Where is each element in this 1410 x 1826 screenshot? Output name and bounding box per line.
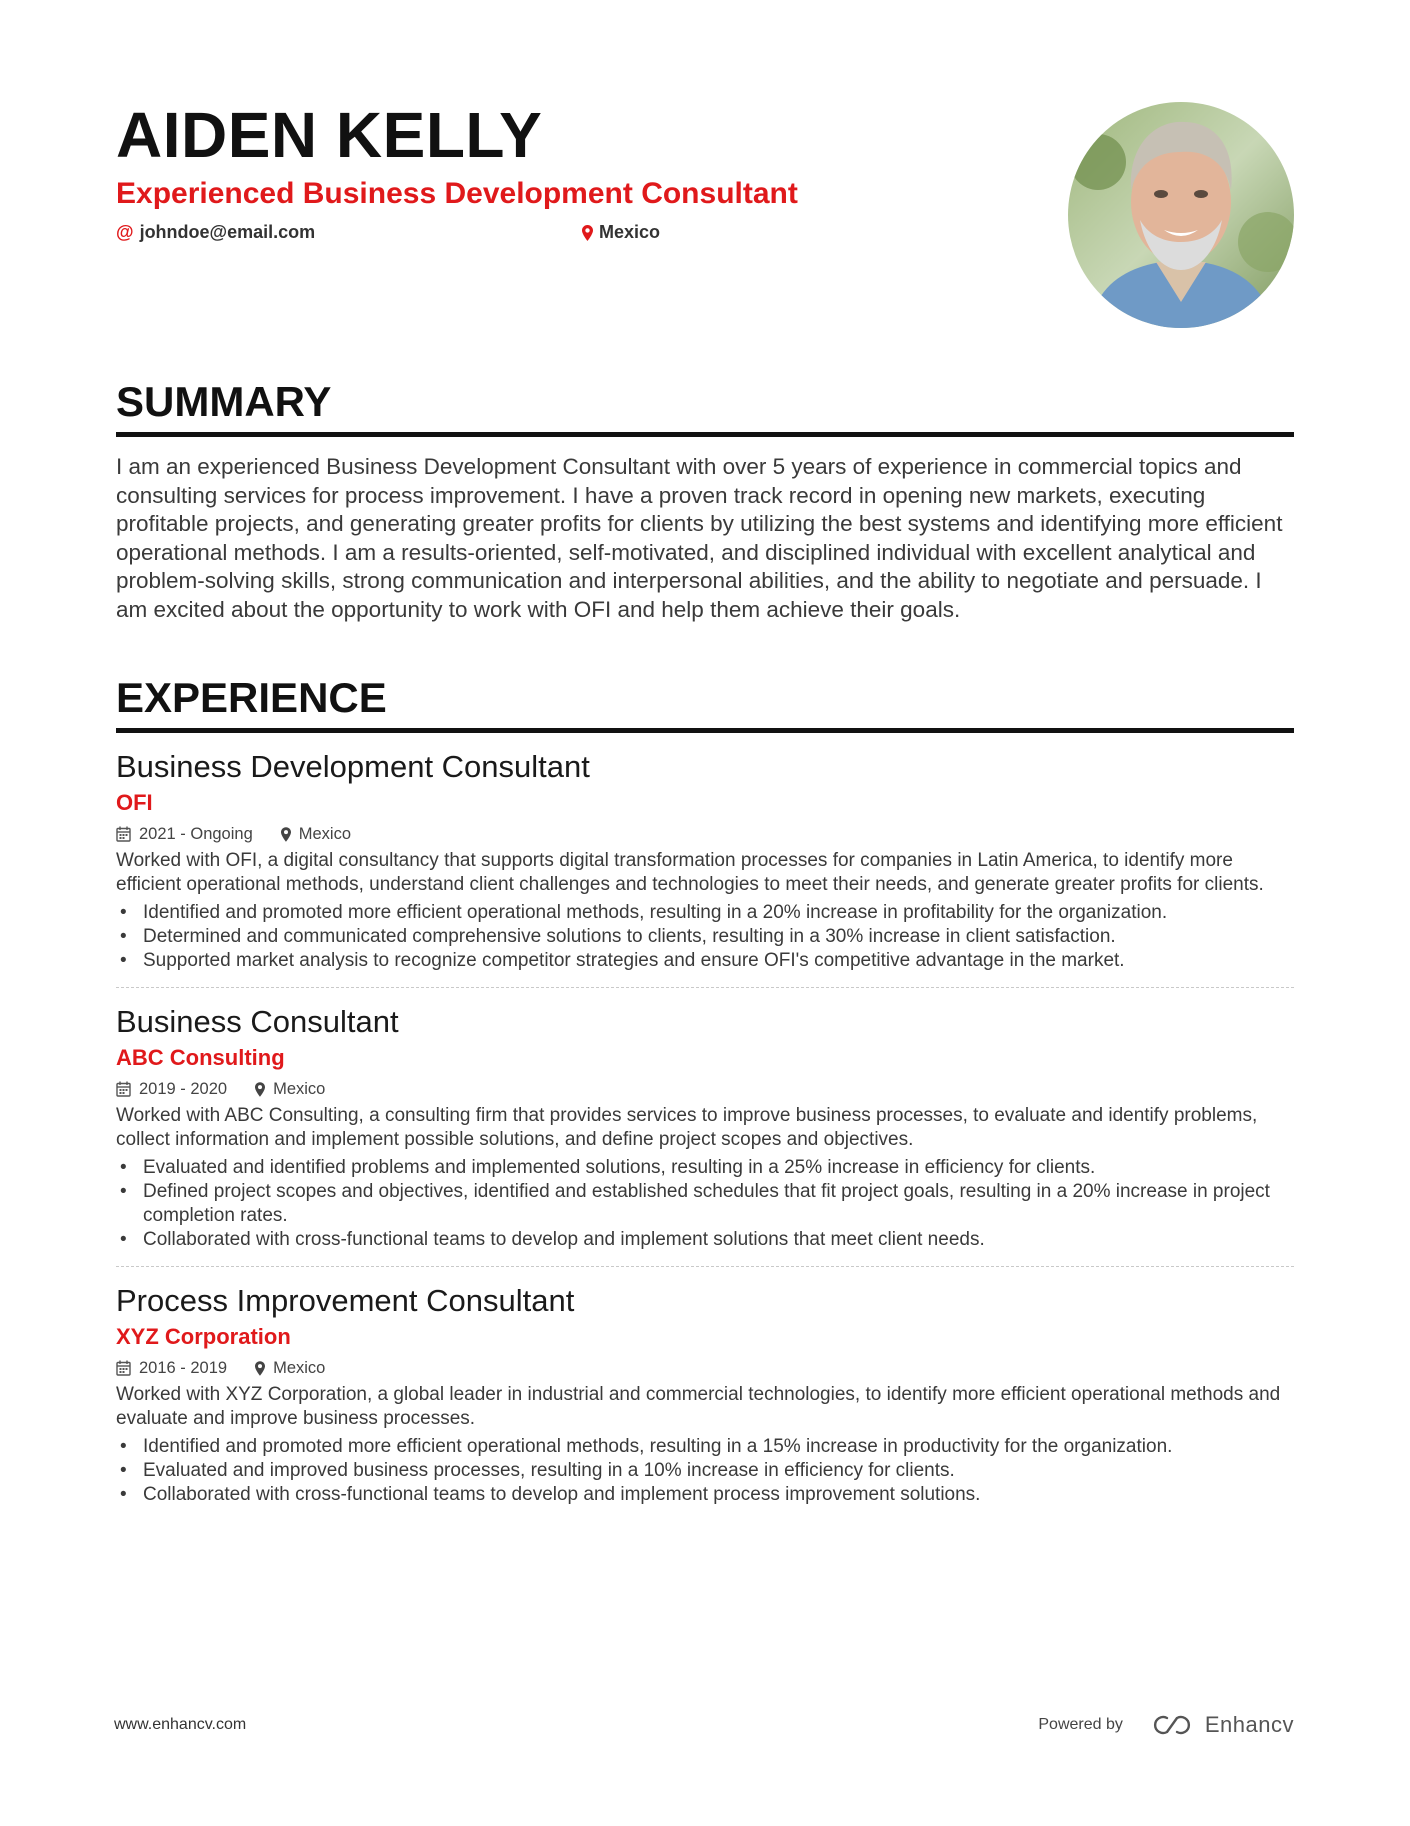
achievement-item: • Collaborated with cross-functional teams to develop and implement process improvement solutions.	[116, 1483, 1294, 1507]
job-title: Business Consultant	[116, 1004, 399, 1039]
location-text: Mexico	[599, 222, 661, 242]
experience-heading: EXPERIENCE	[116, 672, 1294, 733]
email-contact[interactable]	[116, 222, 582, 243]
job-location-text: Mexico	[273, 1080, 326, 1098]
summary-text: I am an experienced Business Development Consultant with over 5 years of experience in commercial topics and consulting services for process improvement. I have a proven track record in opening new markets, executing profitable projects, and generating greater profits for clients by utilizing the best systems and identifying more efficient operational methods. I am a results-oriented, self-motivated, and disciplined individual with excellent analytical and problem-solving skills, strong communication and interpersonal abilities, and the ability to negotiate and persuade. I am excited about the opportunity to work with OFI and help them achieve their goals.	[116, 454, 1283, 622]
job-dates-text: 2021 - Ongoing	[139, 825, 253, 843]
job-dates	[116, 1357, 227, 1379]
profile-photo	[1068, 102, 1294, 328]
enhancv-logo[interactable]	[1149, 1712, 1294, 1738]
job-achievements	[116, 901, 1294, 973]
job-title: Business Development Consultant	[116, 749, 590, 784]
job-location-text: Mexico	[273, 1359, 326, 1377]
calendar-icon	[116, 1360, 131, 1376]
job-title: Process Improvement Consultant	[116, 1283, 575, 1318]
candidate-name: AIDEN KELLY	[116, 99, 543, 171]
job-dates-text: 2016 - 2019	[139, 1359, 228, 1377]
map-pin-icon	[582, 225, 593, 241]
job-dates-text: 2019 - 2020	[139, 1080, 228, 1098]
achievement-item: • Supported market analysis to recognize competitor strategies and ensure OFI's competitive advantage in the market.	[116, 949, 1294, 973]
at-icon: @	[116, 222, 134, 242]
company-name[interactable]: ABC Consulting	[116, 1045, 285, 1070]
location-contact	[582, 222, 660, 243]
page-footer	[114, 1712, 1294, 1738]
company-name[interactable]: XYZ Corporation	[116, 1324, 291, 1349]
footer-brand	[1038, 1712, 1294, 1738]
job-meta	[116, 1357, 1294, 1379]
achievement-item: • Identified and promoted more efficient operational methods, resulting in a 15% increase in productivity for the organization.	[116, 1435, 1294, 1459]
job-description: Worked with ABC Consulting, a consulting firm that provides services to improve business processes, to evaluate and identify problems, collect information and implement possible solutions, and define project scopes and objectives.	[116, 1105, 1258, 1150]
job-dates	[116, 823, 253, 845]
enhancv-logo-icon	[1149, 1713, 1195, 1737]
job-entry	[116, 733, 1294, 988]
achievement-item: • Collaborated with cross-functional teams to develop and implement solutions that meet client needs.	[116, 1228, 1294, 1252]
job-entry	[116, 988, 1294, 1267]
job-meta	[116, 823, 1294, 845]
enhancv-logo-text: Enhancv	[1204, 1712, 1294, 1737]
achievement-item: • Evaluated and improved business processes, resulting in a 10% increase in efficiency for clients.	[116, 1459, 1294, 1483]
candidate-title: Experienced Business Development Consultant	[116, 177, 798, 210]
email-text: johndoe@email.com	[139, 222, 316, 242]
calendar-icon	[116, 1081, 131, 1097]
achievement-item: • Identified and promoted more efficient operational methods, resulting in a 20% increase in profitability for the organization.	[116, 901, 1294, 925]
summary-heading: SUMMARY	[116, 376, 1294, 437]
job-achievements	[116, 1435, 1294, 1507]
job-location	[281, 823, 351, 845]
powered-by-label: Powered by	[1038, 1716, 1123, 1733]
job-description: Worked with XYZ Corporation, a global leader in industrial and commercial technologies, to identify more efficient operational methods and evaluate and improve business processes.	[116, 1384, 1281, 1429]
job-meta	[116, 1078, 1294, 1100]
company-name[interactable]: OFI	[116, 790, 153, 815]
map-pin-icon	[255, 1082, 265, 1097]
resume-content	[116, 96, 1294, 1521]
map-pin-icon	[281, 827, 291, 842]
job-entry	[116, 1267, 1294, 1521]
experience-heading-wrap	[116, 672, 1294, 733]
experience-section	[116, 672, 1294, 1521]
achievement-item: • Evaluated and identified problems and implemented solutions, resulting in a 25% increase in efficiency for clients.	[116, 1156, 1294, 1180]
job-location-text: Mexico	[298, 825, 352, 843]
resume-header	[116, 96, 1294, 346]
summary-section	[116, 376, 1294, 624]
job-location	[255, 1357, 325, 1379]
job-description: Worked with OFI, a digital consultancy that supports digital transformation processes for companies in Latin America, to identify more efficient operational methods, understand client challenges and technologies to meet their needs, and generate greater profits for clients.	[116, 850, 1264, 895]
achievement-item: • Defined project scopes and objectives, identified and established schedules that fit project goals, resulting in a 20% increase in project completion rates.	[116, 1180, 1294, 1228]
job-location	[255, 1078, 325, 1100]
job-dates	[116, 1078, 227, 1100]
achievement-item: • Determined and communicated comprehensive solutions to clients, resulting in a 30% increase in client satisfaction.	[116, 925, 1294, 949]
footer-url[interactable]: www.enhancv.com	[114, 1716, 247, 1733]
map-pin-icon	[255, 1361, 265, 1376]
job-achievements	[116, 1156, 1294, 1252]
job-list	[116, 733, 1294, 1521]
calendar-icon	[116, 826, 131, 842]
